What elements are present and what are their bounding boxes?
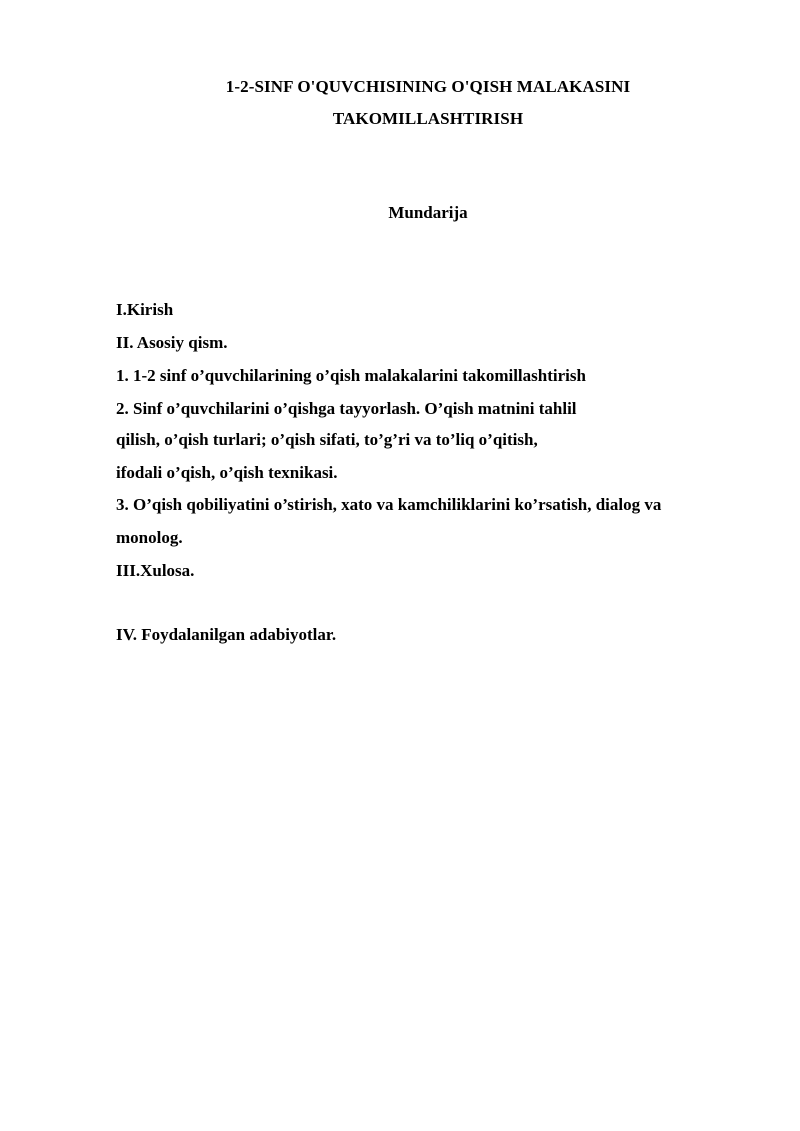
toc-item-main-part: II. Asosiy qism.: [116, 333, 228, 352]
toc-item-section-3-end: monolog.: [116, 528, 183, 547]
toc-item-references: IV. Foydalanilgan adabiyotlar.: [116, 625, 337, 644]
toc-item-section-2: 2. Sinf o’quvchilarini o’qishga tayyorlash. O’qish matnini tahlil: [116, 399, 577, 418]
toc-item-section-2-end: ifodali o’qish, o’qish texnikasi.: [116, 463, 338, 482]
toc-heading: Mundarija: [388, 203, 468, 222]
toc-item-section-1: 1. 1-2 sinf o’quvchilarining o’qish malakalarini takomillashtirish: [116, 366, 586, 385]
toc-item-conclusion: III.Xulosa.: [116, 561, 195, 580]
document-title-line-2: TAKOMILLASHTIRISH: [332, 109, 524, 128]
toc-item-section-2-cont: qilish, o’qish turlari; o’qish sifati, to’g’ri va to’liq o’qitish,: [116, 430, 538, 449]
toc-item-introduction: I.Kirish: [116, 300, 174, 319]
document-title-line-1: 1-2-SINF O'QUVCHISINING O'QISH MALAKASINI: [225, 77, 631, 96]
toc-item-section-3: 3. O’qish qobiliyatini o’stirish, xato va kamchiliklarini ko’rsatish, dialog va: [116, 495, 662, 514]
